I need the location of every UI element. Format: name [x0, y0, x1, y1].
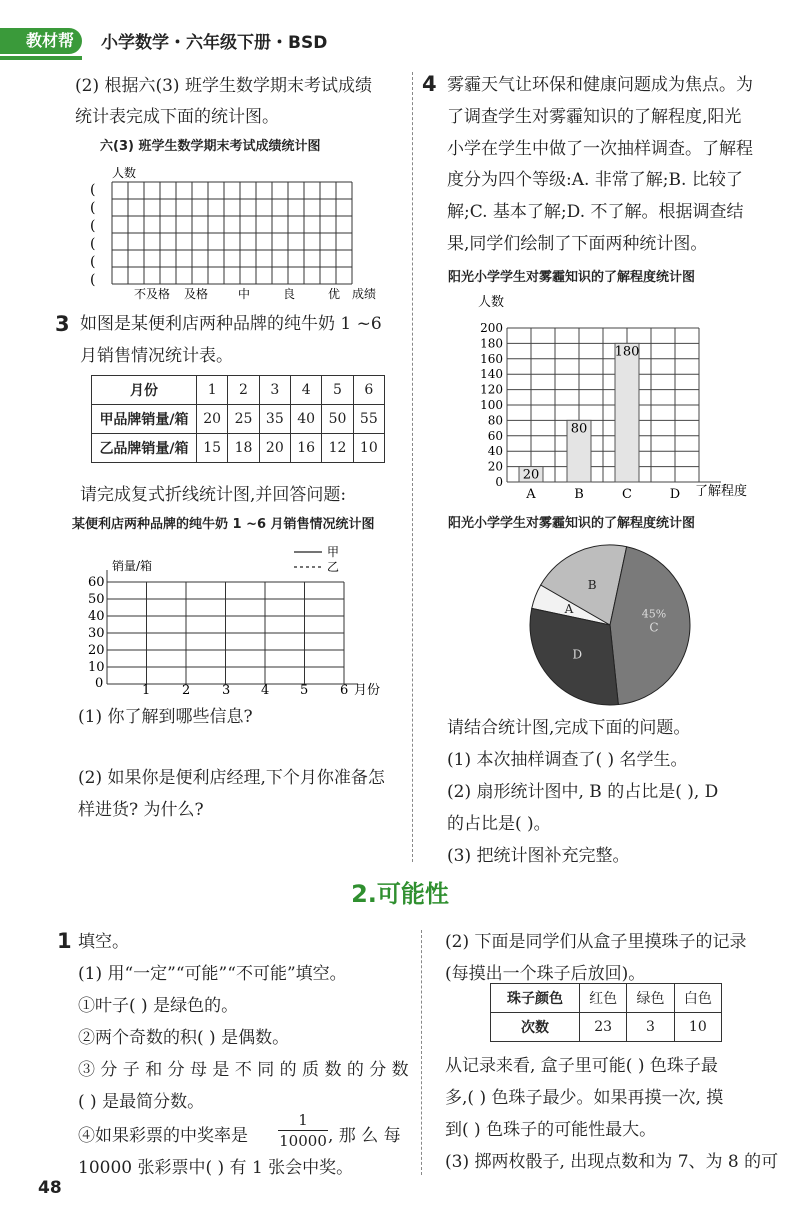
- bar-chart-category: D: [669, 487, 681, 502]
- fill-blank-item: ②两个奇数的积( ) 是偶数。: [78, 1028, 290, 1048]
- bar-chart-ytick: 120: [480, 382, 503, 397]
- bar-chart-category: A: [526, 487, 536, 502]
- table-cell: 15: [197, 434, 228, 463]
- chart2-ytick: 60: [88, 575, 105, 590]
- chart1-ytick: (: [90, 236, 96, 252]
- chart1-title: 六(3) 班学生数学期末考试成绩统计图: [100, 139, 321, 154]
- bar-chart-category: C: [622, 487, 632, 502]
- bar-data-label: 20: [522, 467, 540, 483]
- bar-chart-category: B: [574, 487, 584, 502]
- bar-chart-ytick: 160: [480, 351, 503, 366]
- table-row: [491, 1013, 722, 1042]
- q4-text-line: 解;C. 基本了解;D. 不了解。根据调查结: [447, 202, 744, 222]
- chart2-ytick: 50: [88, 592, 105, 607]
- column-divider-top: [412, 72, 413, 862]
- table-cell: 绿色: [627, 984, 674, 1013]
- bar-chart-ytick: 40: [487, 444, 503, 459]
- pie-label: B: [587, 577, 597, 592]
- fraction-numerator: 1: [278, 1110, 328, 1131]
- table-cell: 10: [674, 1013, 721, 1042]
- q3-text-line1: 如图是某便利店两种品牌的纯牛奶 1 ~6: [80, 314, 382, 334]
- table-cell: 2: [228, 376, 259, 405]
- chart2-xtick: 2: [182, 683, 191, 698]
- chart1-ytick: (: [90, 200, 96, 216]
- chart2-xtick: 1: [142, 683, 151, 698]
- bead-question-line: 从记录来看, 盒子里可能( ) 色珠子最: [445, 1056, 718, 1076]
- bar-chart-ytick: 100: [480, 398, 503, 412]
- fill-blank-item: ③ 分 子 和 分 母 是 不 同 的 质 数 的 分 数: [78, 1060, 409, 1080]
- table-cell: 10: [353, 434, 384, 463]
- table-cell: 月份: [92, 376, 197, 405]
- table-cell: 3: [627, 1013, 674, 1042]
- chart1-category: 成绩: [352, 287, 377, 301]
- bead-record-intro-line2: (每摸出一个珠子后放回)。: [445, 964, 646, 984]
- bead-record-intro: (2) 下面是同学们从盒子里摸珠子的记录: [445, 932, 747, 952]
- fill-blank-item: ④如果彩票的中奖率是: [78, 1126, 248, 1146]
- q3-sub1: (1) 你了解到哪些信息?: [78, 707, 253, 727]
- q4-sub1: (1) 本次抽样调查了( ) 名学生。: [447, 750, 688, 770]
- table-cell: 18: [228, 434, 259, 463]
- chart2-ytick: 40: [88, 609, 105, 624]
- table-cell: 甲品牌销量/箱: [92, 405, 197, 434]
- chart2-title: 某便利店两种品牌的纯牛奶 1 ~6 月销售情况统计图: [72, 517, 375, 532]
- bar-chart-ytick: 0: [495, 475, 503, 489]
- grade-chart-grid: [112, 182, 352, 284]
- table-cell: 4: [290, 376, 321, 405]
- chart2-ytick: 0: [95, 676, 104, 691]
- table-cell: 6: [353, 376, 384, 405]
- bar-chart-ytick: 20: [487, 459, 503, 474]
- chart2-legend-b: 乙: [327, 560, 340, 574]
- chart2-ylabel: 销量/箱: [112, 559, 153, 573]
- q4-text-line: 雾霾天气让环保和健康问题成为焦点。为: [447, 75, 753, 95]
- q4-text-line: 小学在学生中做了一次抽样调查。了解程: [447, 139, 753, 159]
- chart1-ytick: (: [90, 182, 96, 198]
- milk-sales-table: [91, 375, 385, 463]
- chart2-ytick: 30: [88, 626, 105, 641]
- bead-table: [490, 983, 722, 1042]
- bar-chart-ylabel: 人数: [478, 295, 505, 310]
- pie-percent-label: 45%: [641, 607, 667, 621]
- bar-chart-ytick: 80: [487, 413, 503, 428]
- table-cell: 红色: [580, 984, 627, 1013]
- table-row: [92, 376, 385, 405]
- chart1-ylabel: 人数: [112, 166, 137, 180]
- column-divider-bottom: [421, 930, 422, 1175]
- chart1-category: 及格: [184, 287, 209, 301]
- q4-sub3: (3) 把统计图补充完整。: [447, 846, 630, 866]
- table-cell: 50: [322, 405, 353, 434]
- pie-chart-title: 阳光小学学生对雾霾知识的了解程度统计图: [448, 516, 696, 531]
- table-cell: 55: [353, 405, 384, 434]
- q4-sub2-line2: 的占比是( )。: [447, 814, 551, 834]
- chart1-ytick: (: [90, 272, 96, 288]
- table-cell: 12: [322, 434, 353, 463]
- table-row: [491, 984, 722, 1013]
- chart2-ytick: 20: [88, 643, 105, 658]
- table-cell: 乙品牌销量/箱: [92, 434, 197, 463]
- q4-instruction: 请结合统计图,完成下面的问题。: [447, 718, 691, 738]
- header-title: 小学数学・六年级下册・BSD: [101, 33, 328, 53]
- chart2-xtick: 4: [261, 683, 270, 698]
- bead-question-line: 到( ) 色珠子的可能性最大。: [445, 1120, 657, 1140]
- table-cell: 白色: [674, 984, 721, 1013]
- section-title: 2.可能性: [351, 880, 449, 908]
- chart2-xlabel: 月份: [354, 683, 381, 698]
- bar-data-label: 180: [614, 344, 640, 360]
- chart2-xtick: 5: [300, 683, 309, 698]
- bar-chart-xlabel: 了解程度: [695, 484, 748, 499]
- table-cell: 次数: [491, 1013, 580, 1042]
- fraction-denominator: 10000: [279, 1132, 327, 1150]
- q4-text-line: 了调查学生对雾霾知识的了解程度,阳光: [447, 107, 742, 127]
- q3-instruction: 请完成复式折线统计图,并回答问题:: [80, 485, 347, 505]
- grade-chart: [90, 160, 390, 310]
- table-cell: 珠子颜色: [491, 984, 580, 1013]
- chart2-xtick: 3: [222, 683, 231, 698]
- table-cell: 40: [290, 405, 321, 434]
- bar-data-label: 80: [570, 421, 588, 437]
- bar-chart-ytick: 140: [480, 367, 503, 382]
- chart1-category: 良: [283, 287, 296, 301]
- page-number: 48: [38, 1178, 62, 1198]
- sales-chart-xticks: [142, 683, 380, 698]
- q4-text-line: 度分为四个等级:A. 非常了解;B. 比较了: [447, 170, 743, 190]
- chart2-xtick: 6: [340, 683, 349, 698]
- fill-blank-item-tail: , 那 么 每: [328, 1126, 401, 1146]
- pie-label: C: [649, 620, 659, 635]
- q4-sub2: (2) 扇形统计图中, B 的占比是( ), D: [447, 782, 719, 802]
- q3-text-line2: 月销售情况统计表。: [80, 346, 233, 366]
- fill-blank-instruction: (1) 用“一定”“可能”“不可能”填空。: [78, 964, 347, 984]
- table-cell: 5: [322, 376, 353, 405]
- chart1-ytick: (: [90, 254, 96, 270]
- bar-chart-ytick: 60: [487, 428, 503, 443]
- chart2-legend-a: 甲: [327, 545, 340, 559]
- table-cell: 25: [228, 405, 259, 434]
- table-cell: 23: [580, 1013, 627, 1042]
- bar: [615, 343, 639, 482]
- q3-number: 3: [55, 312, 70, 336]
- table-row: [92, 434, 385, 463]
- header-underline: [0, 56, 82, 60]
- q3-sub2: (2) 如果你是便利店经理,下个月你准备怎: [78, 768, 385, 788]
- table-row: [92, 405, 385, 434]
- sales-chart-yticks: [88, 575, 105, 691]
- table-cell: 16: [290, 434, 321, 463]
- fill-blank-item-line2: ( ) 是最简分数。: [78, 1092, 205, 1112]
- fraction: [278, 1110, 328, 1151]
- q2-part2-text: (2) 根据六(3) 班学生数学期末考试成绩: [75, 76, 372, 96]
- sales-line-chart: [80, 540, 400, 700]
- bar-chart-ytick: 180: [480, 336, 503, 351]
- grade-chart-xlabels: [134, 286, 376, 301]
- header-badge-text: 教材帮: [26, 31, 75, 50]
- chart1-category: 优: [328, 287, 341, 301]
- sales-chart-grid: [107, 570, 358, 684]
- chart1-ytick: (: [90, 218, 96, 234]
- q2-part2-text-line2: 统计表完成下面的统计图。: [75, 107, 279, 127]
- chart1-category: 不及格: [134, 287, 171, 301]
- q3-sub2-line2: 样进货? 为什么?: [78, 800, 204, 820]
- fill-blank-item: ①叶子( ) 是绿色的。: [78, 996, 239, 1016]
- q4-text-line: 果,同学们绘制了下面两种统计图。: [447, 234, 708, 254]
- pie-label: A: [564, 602, 574, 617]
- awareness-bar-chart: [445, 290, 775, 505]
- bar-chart-title: 阳光小学学生对雾霾知识的了解程度统计图: [448, 270, 696, 285]
- grade-chart-yticks: [90, 182, 95, 288]
- section2-q1-number: 1: [57, 929, 72, 953]
- table-cell: 20: [197, 405, 228, 434]
- fill-blank-item-line2: 10000 张彩票中( ) 有 1 张会中奖。: [78, 1158, 354, 1178]
- chart1-category: 中: [238, 287, 251, 301]
- table-cell: 20: [259, 434, 290, 463]
- awareness-pie-chart: [525, 540, 695, 710]
- table-cell: 35: [259, 405, 290, 434]
- q4-number: 4: [422, 72, 437, 96]
- section2-q1-label: 填空。: [78, 932, 129, 952]
- pie-label: D: [572, 647, 583, 662]
- dice-question: (3) 掷两枚骰子, 出现点数和为 7、为 8 的可: [445, 1152, 779, 1172]
- bar-chart-ytick: 200: [480, 321, 503, 335]
- chart2-ytick: 10: [88, 660, 105, 675]
- bead-question-line: 多,( ) 色珠子最少。如果再摸一次, 摸: [445, 1088, 724, 1108]
- table-cell: 3: [259, 376, 290, 405]
- table-cell: 1: [197, 376, 228, 405]
